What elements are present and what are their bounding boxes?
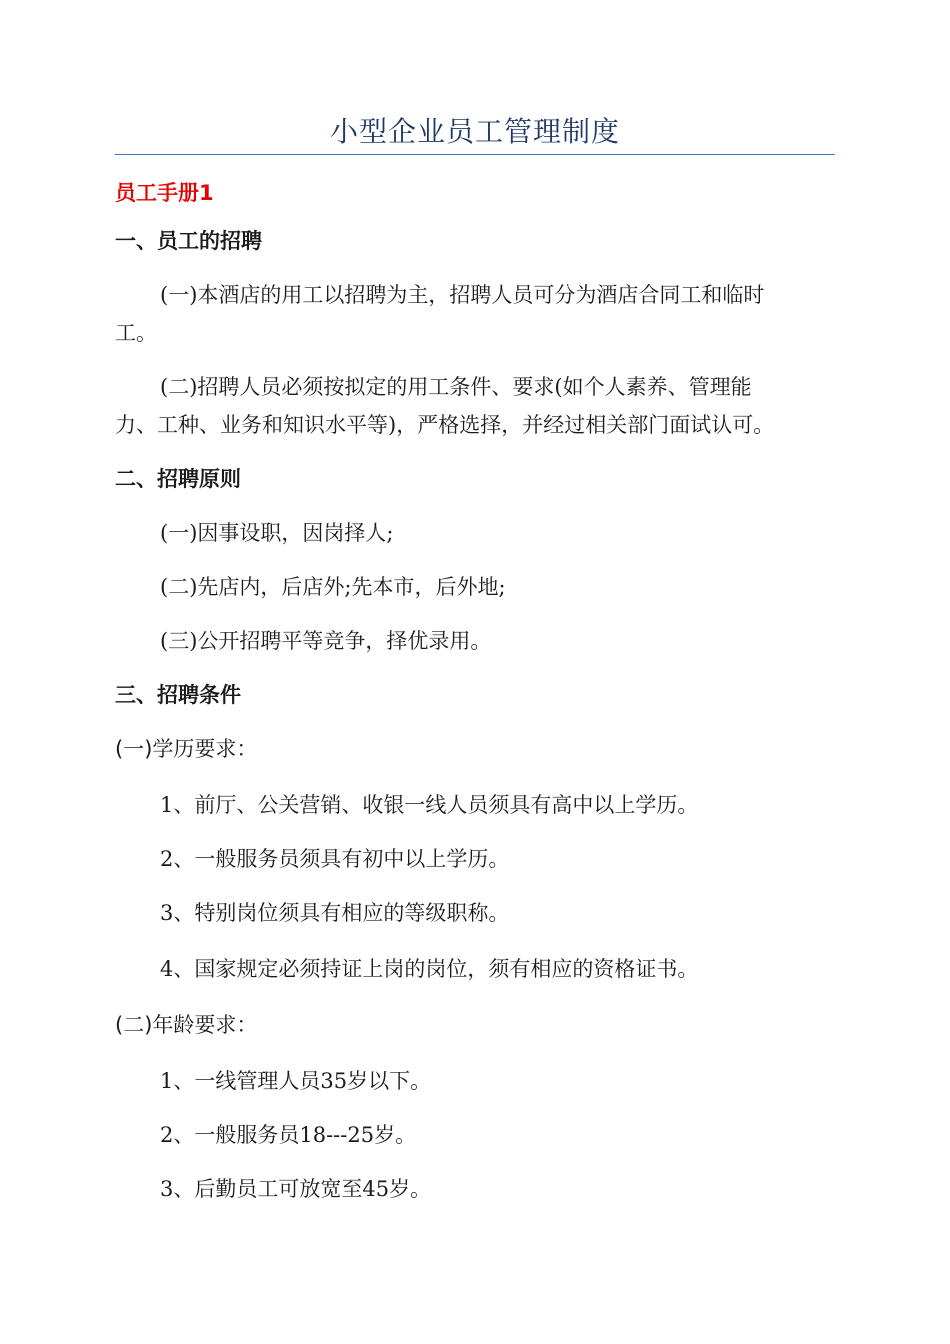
list-item: 3、特别岗位须具有相应的等级职称。 bbox=[160, 901, 510, 925]
document-title: 小型企业员工管理制度 bbox=[329, 115, 620, 148]
section-heading-principles: 二、招聘原则 bbox=[115, 467, 241, 491]
paragraph-line: (二)招聘人员必须按拟定的用工条件、要求(如个人素养、管理能 bbox=[160, 375, 752, 399]
section-heading-conditions: 三、招聘条件 bbox=[115, 683, 241, 707]
title-underline bbox=[115, 154, 835, 155]
list-item: 2、一般服务员18---25岁。 bbox=[160, 1123, 417, 1147]
list-item: (三)公开招聘平等竞争，择优录用。 bbox=[160, 629, 492, 653]
paragraph-line: 力、工种、业务和知识水平等)，严格选择，并经过相关部门面试认可。 bbox=[115, 413, 775, 437]
section-heading-recruitment: 一、员工的招聘 bbox=[115, 229, 262, 253]
paragraph-line: (一)本酒店的用工以招聘为主，招聘人员可分为酒店合同工和临时 bbox=[160, 283, 765, 307]
subsection-label-age: (二)年龄要求： bbox=[115, 1013, 258, 1037]
list-item: 1、一线管理人员35岁以下。 bbox=[160, 1069, 432, 1093]
list-item: (一)因事设职，因岗择人; bbox=[160, 521, 394, 545]
list-item: 1、前厅、公关营销、收银一线人员须具有高中以上学历。 bbox=[160, 793, 699, 817]
paragraph-line: 工。 bbox=[115, 321, 157, 345]
handbook-label: 员工手册1 bbox=[115, 181, 214, 205]
list-item: 4、国家规定必须持证上岗的岗位，须有相应的资格证书。 bbox=[160, 957, 699, 981]
list-item: 3、后勤员工可放宽至45岁。 bbox=[160, 1177, 432, 1201]
subsection-label-education: (一)学历要求： bbox=[115, 737, 258, 761]
list-item: 2、一般服务员须具有初中以上学历。 bbox=[160, 847, 510, 871]
list-item: (二)先店内，后店外;先本市，后外地; bbox=[160, 575, 506, 599]
